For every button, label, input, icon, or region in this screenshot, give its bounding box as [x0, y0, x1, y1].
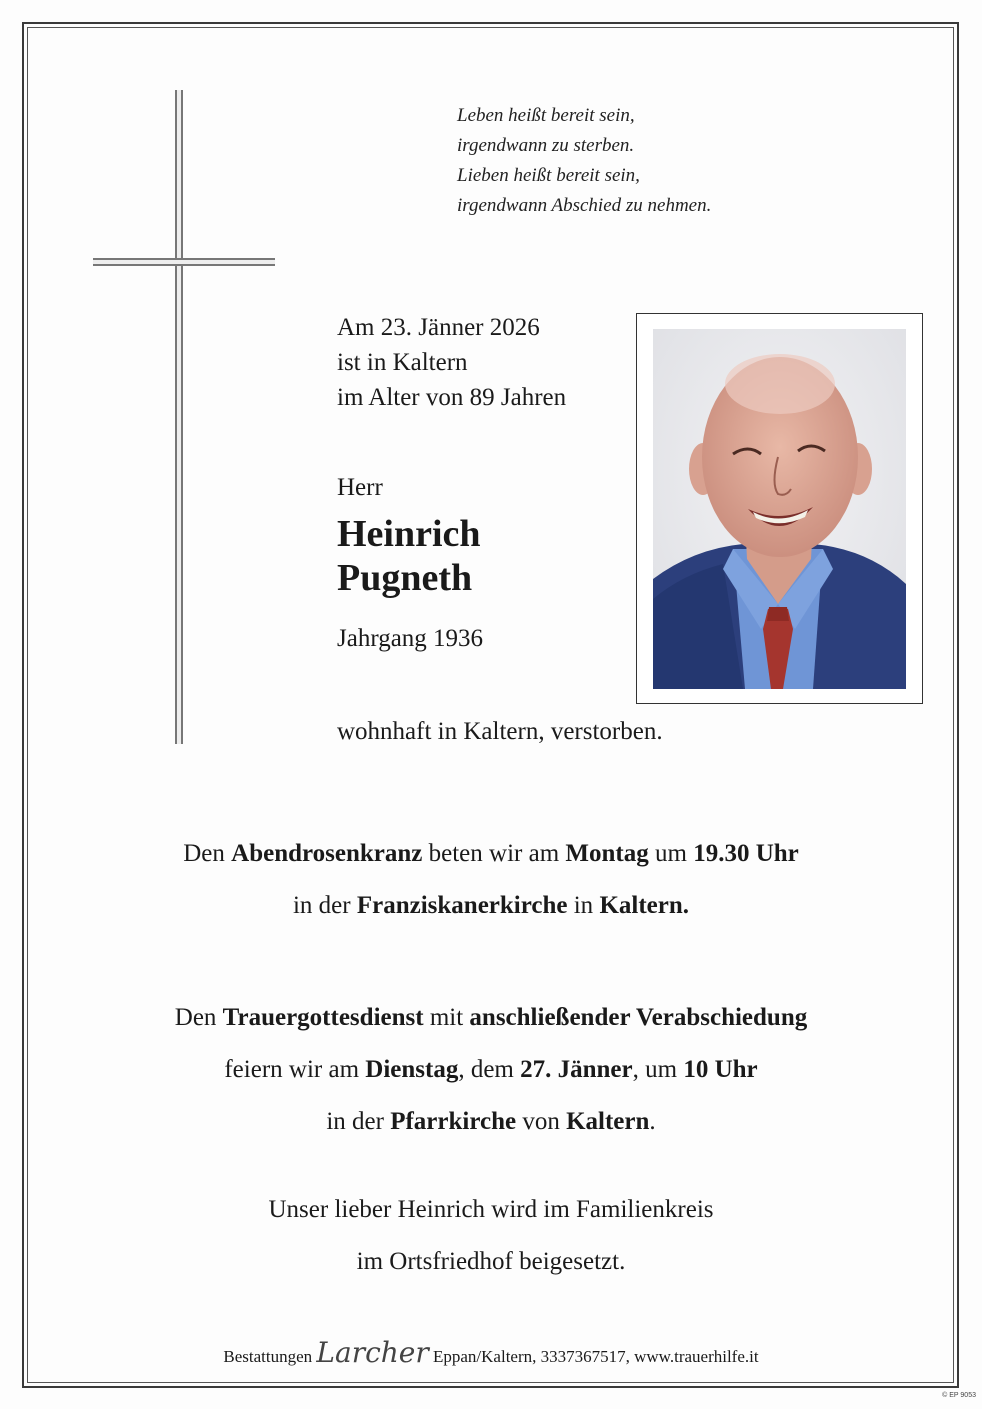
funeral-time: 10 Uhr	[683, 1056, 758, 1083]
rosary-time: 19.30 Uhr	[693, 840, 799, 867]
cross-icon-vertical	[175, 90, 183, 744]
residence: wohnhaft in Kaltern, verstorben.	[337, 718, 663, 745]
rosary-line-2	[30, 892, 952, 920]
funeral-event: Trauergottesdienst	[222, 1004, 424, 1031]
funeral-town: Kaltern	[566, 1108, 650, 1135]
funeral-day: Dienstag	[365, 1056, 459, 1083]
text: von	[516, 1108, 567, 1135]
portrait-photo	[653, 329, 906, 689]
funeral-church: Pfarrkirche	[390, 1108, 517, 1135]
text: , dem	[458, 1056, 521, 1083]
burial-line-2: im Ortsfriedhof beigesetzt.	[356, 1248, 626, 1275]
poem-line: irgendwann zu sterben.	[457, 135, 635, 156]
footer-funeral-home	[30, 1336, 952, 1369]
inner-border	[27, 27, 954, 1383]
poem-line: Lieben heißt bereit sein,	[457, 165, 640, 186]
rosary-town: Kaltern.	[599, 892, 690, 919]
print-code: © EP 9053	[942, 1392, 976, 1399]
funeral-date: 27. Jänner	[520, 1056, 633, 1083]
portrait-frame	[636, 313, 923, 704]
funeral-line-1	[30, 1004, 952, 1032]
cross-icon-horizontal	[93, 258, 275, 266]
funeral-line-3	[30, 1108, 952, 1136]
text: mit	[423, 1004, 470, 1031]
text: , um	[632, 1056, 684, 1083]
intro-line: Am 23. Jänner 2026	[337, 314, 540, 341]
salutation: Herr	[337, 474, 383, 501]
text: feiern wir am	[224, 1056, 366, 1083]
text: .	[649, 1108, 656, 1135]
text: Den	[174, 1004, 223, 1031]
rosary-line-1	[30, 840, 952, 868]
intro-line: ist in Kaltern	[337, 349, 468, 376]
poem	[457, 101, 711, 221]
poem-line: irgendwann Abschied zu nehmen.	[457, 195, 712, 216]
birth-year: Jahrgang 1936	[337, 625, 484, 652]
text: Bestattungen	[223, 1347, 317, 1366]
text: Den	[183, 840, 232, 867]
text: Eppan/Kaltern, 3337367517, www.trauerhilfe.it	[428, 1347, 759, 1366]
company-logo: Larcher	[316, 1336, 429, 1369]
poem-line: Leben heißt bereit sein,	[457, 105, 635, 126]
text: um	[648, 840, 694, 867]
burial-line-1: Unser lieber Heinrich wird im Familienkreis	[268, 1196, 714, 1223]
death-notice-intro	[337, 310, 566, 415]
rosary-event: Abendrosenkranz	[231, 840, 423, 867]
text: in der	[326, 1108, 391, 1135]
first-name: Heinrich	[337, 513, 481, 555]
rosary-day: Montag	[565, 840, 649, 867]
text: in	[567, 892, 600, 919]
text: in der	[292, 892, 357, 919]
text: beten wir am	[422, 840, 566, 867]
funeral-line-2	[30, 1056, 952, 1084]
portrait-image	[653, 329, 906, 689]
rosary-church: Franziskanerkirche	[356, 892, 568, 919]
last-name: Pugneth	[337, 557, 473, 599]
intro-line: im Alter von 89 Jahren	[337, 384, 567, 411]
deceased-name	[337, 512, 481, 600]
funeral-event-2: anschließender Verabschiedung	[469, 1004, 808, 1031]
